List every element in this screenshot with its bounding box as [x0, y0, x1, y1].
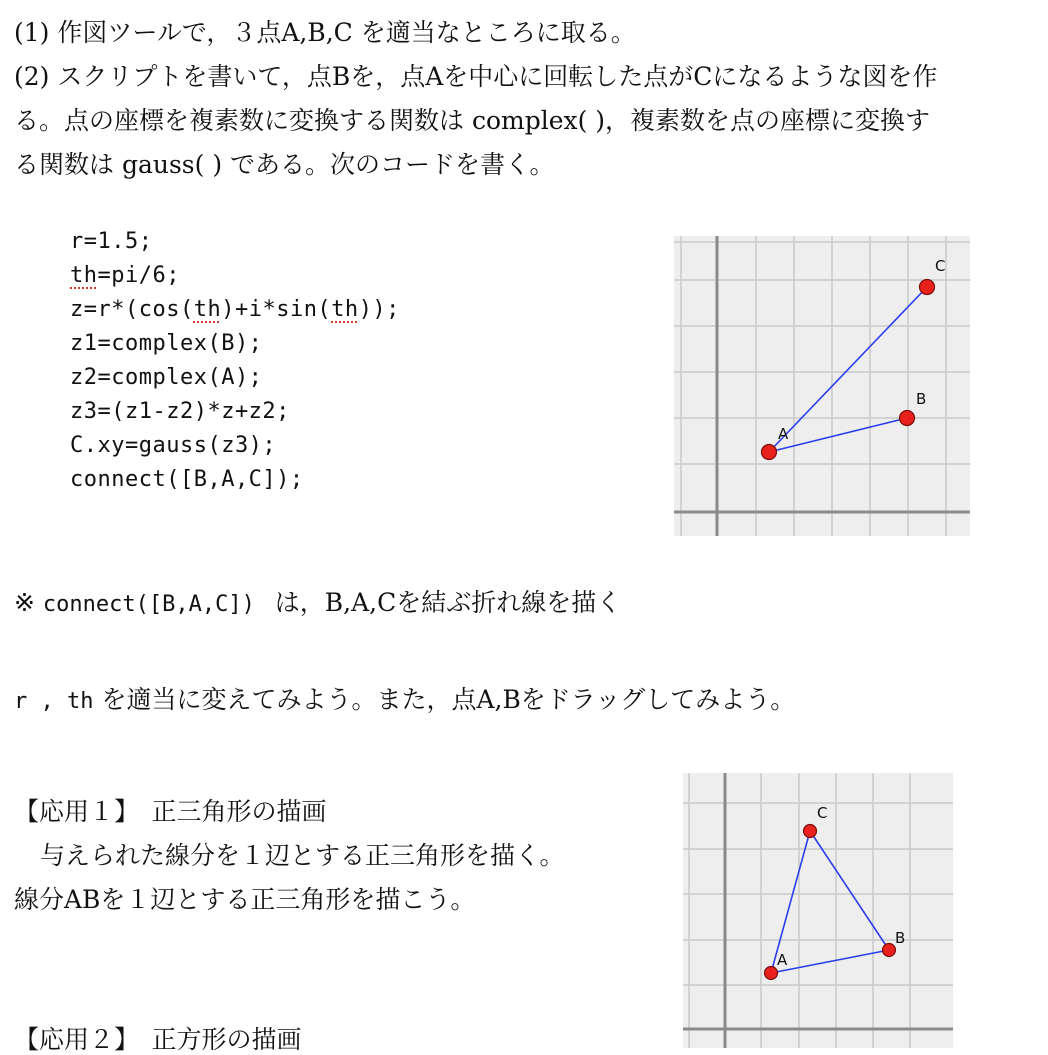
code-line-7: C.xy=gauss(z3); — [70, 433, 277, 458]
label-b: B — [916, 390, 927, 408]
label-c: C — [817, 804, 828, 822]
note-mark: ※ — [14, 588, 35, 617]
code-line-5: z2=complex(A); — [70, 365, 263, 390]
instruction — [14, 685, 795, 717]
label-c: C — [935, 257, 946, 275]
label-a: A — [778, 425, 789, 443]
spell-underlined-th: th — [70, 263, 98, 288]
note-code: connect([B,A,C]) — [42, 592, 255, 617]
application-1-title: 【応用１】 正三角形の描画 — [14, 797, 327, 826]
spell-underlined-th: th — [193, 297, 222, 322]
step-2-line-3: る関数は gauss( ) である。次のコードを書く。 — [14, 150, 555, 179]
label-b: B — [895, 929, 906, 947]
code-line-2: th=pi/6; — [70, 263, 180, 288]
code-line-3: z=r*(cos(th)+i*sin(th)); — [70, 297, 400, 322]
application-1-line-2: 線分ABを１辺とする正三角形を描こう。 — [14, 885, 476, 914]
figure-equilateral-triangle — [683, 773, 953, 1048]
point-c[interactable] — [920, 280, 935, 295]
note-text: は，B,A,Cを結ぶ折れ線を描く — [274, 588, 622, 617]
figure-rotation — [674, 236, 970, 536]
label-a: A — [777, 951, 788, 969]
point-b[interactable] — [900, 411, 915, 426]
code-line-1: r=1.5; — [70, 229, 153, 254]
step-2-line-2: る。点の座標を複素数に変換する関数は complex( )，複素数を点の座標に変換す — [14, 106, 931, 135]
point-c[interactable] — [804, 825, 817, 838]
code-line-8: connect([B,A,C]); — [70, 467, 304, 492]
point-a[interactable] — [762, 445, 777, 460]
application-2-title: 【応用２】 正方形の描画 — [14, 1025, 302, 1054]
point-a[interactable] — [765, 967, 778, 980]
spell-underlined-th: th — [331, 297, 359, 322]
application-1-line-1: 与えられた線分を１辺とする正三角形を描く。 — [40, 841, 565, 870]
code-line-4: z1=complex(B); — [70, 331, 263, 356]
step-1-text: (1) 作図ツールで，３点A,B,C を適当なところに取る。 — [14, 18, 636, 47]
step-2-line-1: (2) スクリプトを書いて，点Bを，点Aを中心に回転した点がCになるような図を作 — [14, 62, 938, 91]
point-b[interactable] — [883, 944, 896, 957]
code-line-6: z3=(z1-z2)*z+z2; — [70, 399, 290, 424]
instruction-code: r , th — [14, 689, 94, 714]
instruction-text: を適当に変えてみよう。また，点A,Bをドラッグしてみよう。 — [101, 685, 796, 714]
connect-note — [14, 588, 621, 620]
code-block — [70, 225, 400, 497]
